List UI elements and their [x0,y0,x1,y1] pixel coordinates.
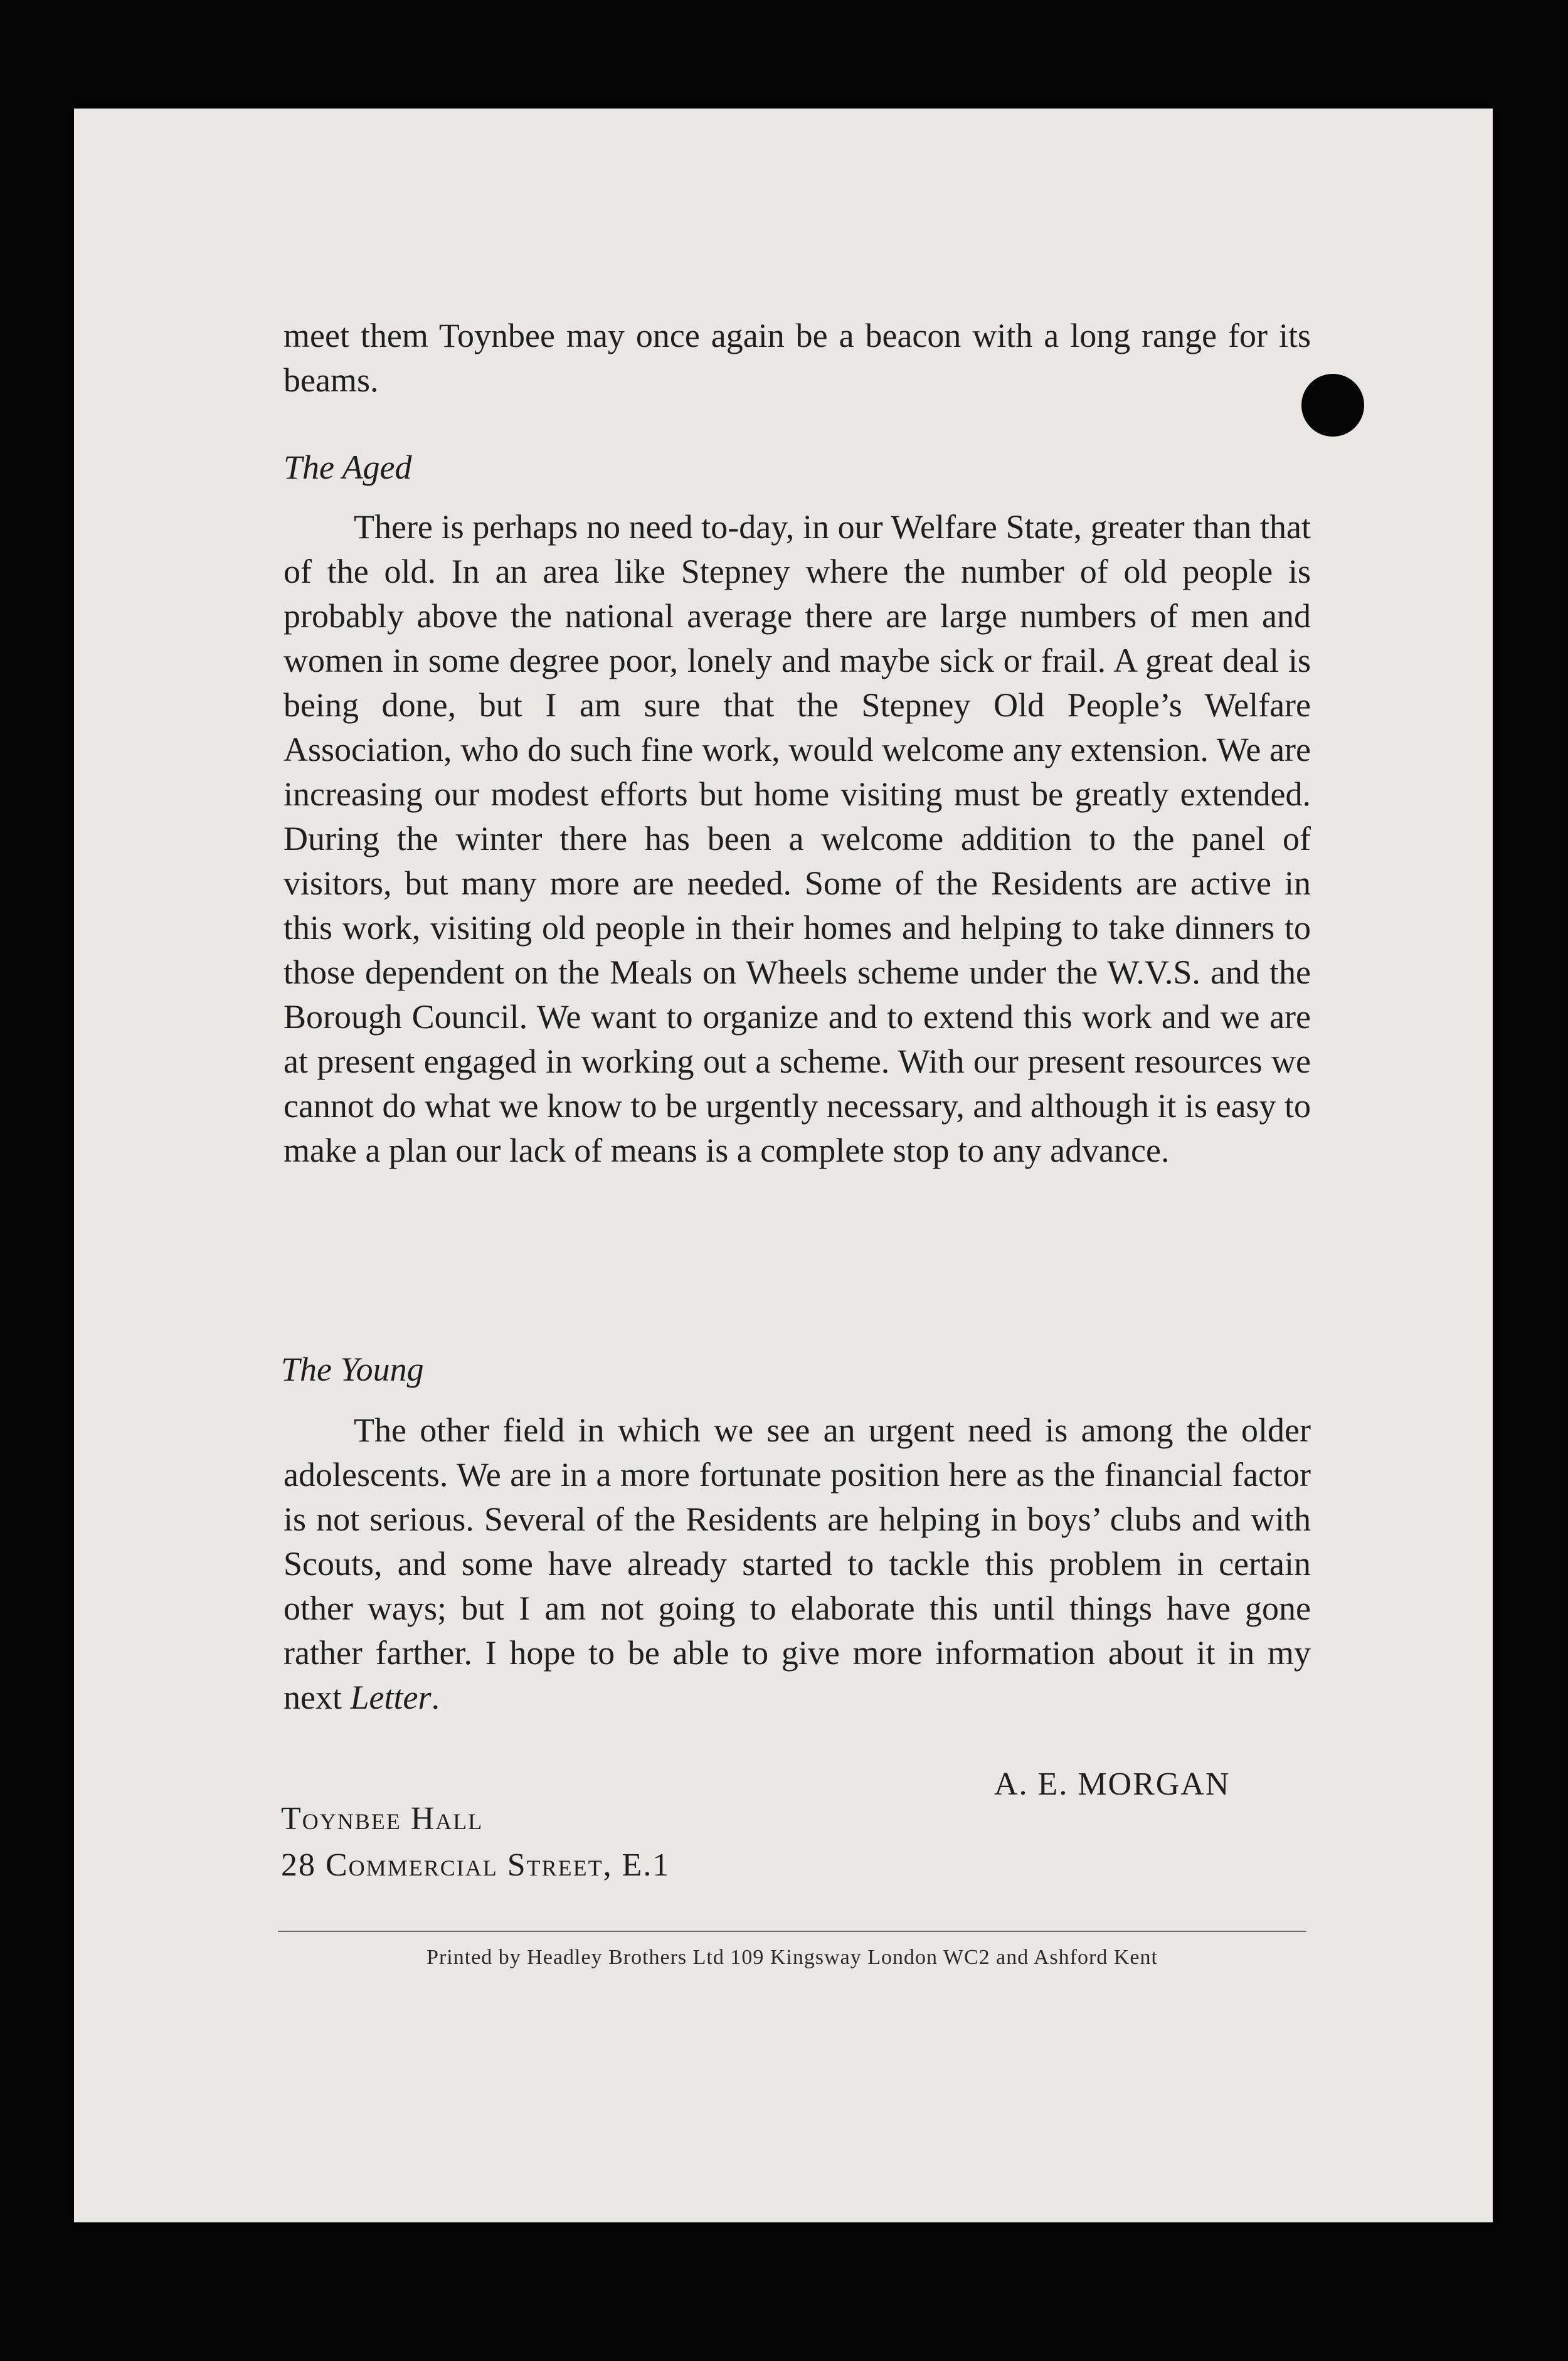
address-line-1: Toynbee Hall [281,1801,484,1837]
young-text [283,1408,1311,1720]
young-text-letter: Letter [350,1679,432,1716]
young-text-end: . [431,1679,440,1716]
address-line-2: 28 Commercial Street, E.1 [281,1847,670,1883]
young-text-main: The other field in which we see an urgent need is among the older adolescents. We are in a more fortunate position here as the financial factor is not serious. Several of the Residents are helping in boys’ clubs and with Scouts, and some have already started to tackle this problem in certain other ways; but I am not going to elaborate this until things have gone rather farther. I hope to be able to give more information about it in my next [283,1411,1311,1716]
punch-hole [1301,374,1364,437]
signature: A. E. MORGAN [994,1766,1231,1802]
footer-rule [278,1931,1306,1932]
heading-the-aged: The Aged [283,448,412,486]
aged-paragraph [283,505,1311,1173]
printer-imprint: Printed by Headley Brothers Ltd 109 Kingsway London WC2 and Ashford Kent [426,1946,1158,1969]
heading-the-young: The Young [281,1350,424,1388]
address-block [281,1796,670,1889]
young-paragraph [283,1408,1311,1720]
intro-paragraph [283,314,1311,403]
intro-text: meet them Toynbee may once again be a beacon with a long range for its beams. [283,317,1311,399]
aged-text: There is perhaps no need to-day, in our Welfare State, greater than that of the old. In an area like Stepney where the number of old people is probably above the national average there are large numbers of men and women in some degree poor, lonely and maybe sick or frail. A great deal is being done, but I am sure that the Stepney Old People’s Welfare Association, who do such fine work, would welcome any extension. We are increasing our modest efforts but home visiting must be greatly extended. During the winter there has been a welcome addition to the panel of visitors, but many more are needed. Some of the Residents are active in this work, visiting old people in their homes and helping to take dinners to those dependent on the Meals on Wheels scheme under the W.V.S. and the Borough Council. We want to organize and to extend this work and we are at present engaged in working out a scheme. With our present resources we cannot do what we know to be urgently necessary, and although it is easy to make a plan our lack of means is a complete stop to any advance. [283,508,1311,1169]
